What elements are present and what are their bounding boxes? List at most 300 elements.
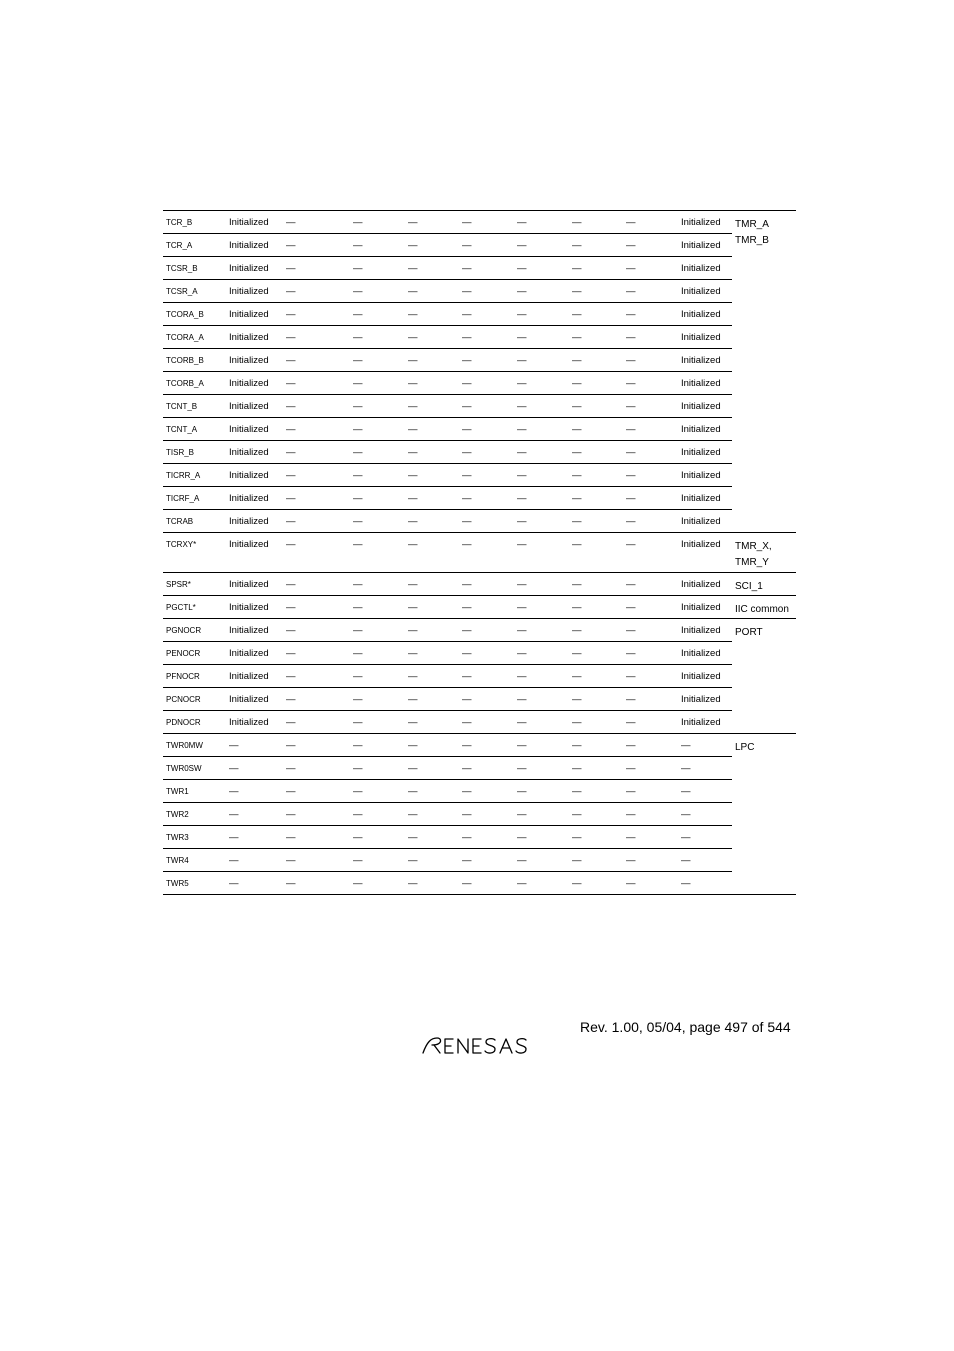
register-state-cell: — [283, 642, 350, 665]
register-state-cell: — [459, 757, 514, 780]
table-row [163, 487, 796, 510]
register-state-cell: — [459, 303, 514, 326]
register-state-cell: — [514, 826, 569, 849]
register-state-cell: — [283, 280, 350, 303]
register-state-cell: — [226, 757, 283, 780]
register-state-cell: — [283, 688, 350, 711]
register-state-cell: — [405, 280, 459, 303]
register-state-cell: Initialized [678, 326, 732, 349]
register-state-cell: — [623, 533, 678, 573]
table-row [163, 734, 796, 757]
register-state-cell: Initialized [678, 487, 732, 510]
register-state-cell: Initialized [226, 257, 283, 280]
register-state-cell: — [514, 665, 569, 688]
register-state-cell: — [459, 711, 514, 734]
register-state-cell: — [623, 510, 678, 533]
register-state-cell: — [569, 803, 623, 826]
register-state-cell: — [623, 234, 678, 257]
register-state-cell: — [283, 596, 350, 619]
register-state-cell: — [283, 711, 350, 734]
register-state-cell: — [678, 734, 732, 757]
register-state-cell: Initialized [678, 418, 732, 441]
register-state-cell: — [350, 711, 405, 734]
table-row [163, 234, 796, 257]
register-name: TWR5 [163, 872, 226, 895]
register-state-cell: — [283, 757, 350, 780]
register-state-cell: — [459, 688, 514, 711]
table-row [163, 596, 796, 619]
register-state-cell: — [350, 280, 405, 303]
register-state-cell: Initialized [678, 711, 732, 734]
register-name: TWR0SW [163, 757, 226, 780]
register-name: TCR_B [163, 211, 226, 234]
register-state-cell: — [569, 596, 623, 619]
register-state-cell: — [678, 803, 732, 826]
register-state-cell: — [459, 533, 514, 573]
table-row [163, 257, 796, 280]
register-state-cell: — [623, 688, 678, 711]
register-state-cell: Initialized [678, 280, 732, 303]
register-state-cell: — [459, 780, 514, 803]
register-state-cell: — [569, 372, 623, 395]
register-state-cell: — [623, 418, 678, 441]
register-state-cell: — [350, 665, 405, 688]
register-name: TCORA_A [163, 326, 226, 349]
register-state-cell: Initialized [678, 372, 732, 395]
register-state-cell: — [569, 395, 623, 418]
register-state-cell: — [623, 619, 678, 642]
register-state-cell: — [623, 665, 678, 688]
register-state-cell: — [678, 780, 732, 803]
register-state-cell: — [283, 533, 350, 573]
register-state-cell: Initialized [226, 596, 283, 619]
register-state-cell: Initialized [226, 619, 283, 642]
register-state-cell: — [405, 757, 459, 780]
register-state-cell: — [459, 372, 514, 395]
register-name: TCORA_B [163, 303, 226, 326]
register-state-cell: — [623, 326, 678, 349]
register-state-cell: — [405, 596, 459, 619]
register-state-cell: — [350, 757, 405, 780]
register-state-cell: — [569, 642, 623, 665]
table-row [163, 533, 796, 573]
register-state-cell: — [350, 326, 405, 349]
register-state-cell: — [459, 349, 514, 372]
register-state-cell: — [459, 280, 514, 303]
register-state-cell: — [569, 487, 623, 510]
register-state-cell: — [514, 418, 569, 441]
table-row [163, 441, 796, 464]
register-state-cell: — [514, 464, 569, 487]
register-state-cell: — [283, 234, 350, 257]
register-state-cell: — [350, 211, 405, 234]
table-row [163, 642, 796, 665]
module-name: TMR_A TMR_B [732, 211, 796, 533]
register-state-cell: — [405, 464, 459, 487]
register-state-cell: — [405, 257, 459, 280]
register-state-cell: — [569, 234, 623, 257]
register-state-cell: — [623, 573, 678, 596]
register-name: TCRAB [163, 510, 226, 533]
register-state-cell: — [514, 303, 569, 326]
register-state-cell: — [405, 441, 459, 464]
register-state-cell: — [514, 234, 569, 257]
register-state-cell: — [514, 596, 569, 619]
register-state-cell: — [405, 803, 459, 826]
register-state-cell: — [226, 734, 283, 757]
register-state-cell: — [569, 665, 623, 688]
table-row [163, 418, 796, 441]
register-state-cell: — [623, 849, 678, 872]
register-state-cell: — [569, 211, 623, 234]
register-state-cell: — [283, 257, 350, 280]
register-state-cell: — [283, 372, 350, 395]
register-name: TCNT_B [163, 395, 226, 418]
register-state-cell: — [350, 872, 405, 895]
register-state-cell: Initialized [226, 418, 283, 441]
register-state-cell: — [283, 826, 350, 849]
register-state-cell: — [514, 642, 569, 665]
register-state-cell: — [623, 487, 678, 510]
register-state-cell: — [350, 487, 405, 510]
register-state-cell: — [623, 349, 678, 372]
register-state-cell: Initialized [226, 303, 283, 326]
register-state-cell: — [459, 257, 514, 280]
register-state-cell: — [283, 803, 350, 826]
register-state-cell: — [623, 395, 678, 418]
register-state-cell: — [569, 573, 623, 596]
register-name: TISR_B [163, 441, 226, 464]
register-state-cell: Initialized [678, 441, 732, 464]
register-state-cell: — [623, 803, 678, 826]
register-state-cell: — [623, 280, 678, 303]
register-state-cell: Initialized [678, 642, 732, 665]
module-name: PORT [732, 619, 796, 734]
table-row [163, 349, 796, 372]
register-state-cell: — [405, 372, 459, 395]
register-state-cell: Initialized [678, 573, 732, 596]
register-state-cell: — [283, 619, 350, 642]
register-state-cell: — [623, 826, 678, 849]
register-state-cell: — [405, 780, 459, 803]
register-name: TCORB_B [163, 349, 226, 372]
register-state-cell: — [459, 803, 514, 826]
register-state-cell: — [678, 872, 732, 895]
register-state-cell: — [350, 780, 405, 803]
register-state-cell: — [623, 441, 678, 464]
register-state-cell: — [350, 533, 405, 573]
table-row [163, 711, 796, 734]
register-state-cell: — [678, 826, 732, 849]
register-state-cell: — [514, 533, 569, 573]
register-state-cell: — [514, 619, 569, 642]
register-state-cell: — [514, 280, 569, 303]
register-state-cell: — [514, 349, 569, 372]
register-name: TWR0MW [163, 734, 226, 757]
register-state-cell: Initialized [226, 665, 283, 688]
module-name: IIC common [732, 596, 796, 619]
register-state-cell: — [405, 711, 459, 734]
register-name: TCSR_B [163, 257, 226, 280]
register-name: TCR_A [163, 234, 226, 257]
register-name: TCRXY* [163, 533, 226, 573]
register-state-cell: — [569, 464, 623, 487]
register-state-cell: Initialized [678, 533, 732, 573]
register-state-cell: — [569, 510, 623, 533]
register-state-cell: — [459, 642, 514, 665]
register-state-cell: — [283, 510, 350, 533]
register-name: PFNOCR [163, 665, 226, 688]
register-state-cell: Initialized [226, 211, 283, 234]
register-state-cell: — [459, 826, 514, 849]
register-state-cell: — [283, 303, 350, 326]
register-state-cell: — [350, 418, 405, 441]
register-state-cell: — [569, 826, 623, 849]
register-state-cell: — [623, 257, 678, 280]
register-state-cell: — [405, 533, 459, 573]
register-state-cell: — [623, 872, 678, 895]
table-row [163, 780, 796, 803]
register-state-cell: — [569, 257, 623, 280]
register-state-cell: — [623, 711, 678, 734]
register-state-cell: Initialized [226, 441, 283, 464]
register-state-cell: — [226, 849, 283, 872]
table-row [163, 464, 796, 487]
register-state-cell: Initialized [226, 688, 283, 711]
register-state-cell: — [405, 234, 459, 257]
register-state-cell: — [350, 303, 405, 326]
register-state-cell: — [405, 826, 459, 849]
register-state-cell: Initialized [226, 642, 283, 665]
register-name: PGCTL* [163, 596, 226, 619]
register-state-cell: — [514, 711, 569, 734]
register-state-cell: — [283, 441, 350, 464]
register-state-cell: — [514, 395, 569, 418]
register-state-cell: Initialized [678, 688, 732, 711]
register-state-cell: — [459, 849, 514, 872]
register-state-cell: — [514, 573, 569, 596]
register-state-cell: — [283, 573, 350, 596]
register-name: TICRF_A [163, 487, 226, 510]
register-state-cell: — [283, 418, 350, 441]
register-state-cell: — [569, 619, 623, 642]
module-name: LPC [732, 734, 796, 895]
register-state-cell: — [678, 757, 732, 780]
table-row [163, 303, 796, 326]
register-name: PCNOCR [163, 688, 226, 711]
register-state-cell: — [350, 734, 405, 757]
register-state-cell: — [459, 326, 514, 349]
register-state-cell: — [514, 757, 569, 780]
register-state-cell: — [283, 464, 350, 487]
table-row [163, 395, 796, 418]
register-name: TWR4 [163, 849, 226, 872]
register-state-cell: — [514, 441, 569, 464]
register-state-cell: — [459, 665, 514, 688]
register-state-cell: — [514, 688, 569, 711]
register-state-cell: Initialized [678, 395, 732, 418]
register-state-cell: — [405, 688, 459, 711]
page-footer-info: Rev. 1.00, 05/04, page 497 of 544 [580, 1019, 791, 1035]
register-name: SPSR* [163, 573, 226, 596]
table-row [163, 849, 796, 872]
register-name: TICRR_A [163, 464, 226, 487]
register-state-cell: — [405, 734, 459, 757]
register-state-cell: — [623, 303, 678, 326]
register-state-cell: — [569, 849, 623, 872]
register-state-cell: Initialized [226, 533, 283, 573]
register-state-cell: — [514, 487, 569, 510]
register-state-cell: — [514, 510, 569, 533]
register-state-cell: Initialized [226, 372, 283, 395]
register-state-cell: — [283, 395, 350, 418]
register-state-cell: Initialized [678, 510, 732, 533]
table-row [163, 665, 796, 688]
register-name: TCNT_A [163, 418, 226, 441]
register-state-cell: — [623, 780, 678, 803]
register-state-cell: — [623, 596, 678, 619]
register-state-cell: — [459, 573, 514, 596]
register-state-cell: Initialized [678, 665, 732, 688]
register-state-cell: Initialized [226, 510, 283, 533]
module-name: TMR_X, TMR_Y [732, 533, 796, 573]
register-state-cell: — [350, 395, 405, 418]
table-row [163, 280, 796, 303]
table-row [163, 211, 796, 234]
register-name: TWR1 [163, 780, 226, 803]
register-table-body [163, 211, 796, 895]
register-state-cell: — [350, 510, 405, 533]
register-state-cell: — [514, 372, 569, 395]
register-name: PGNOCR [163, 619, 226, 642]
register-state-cell: — [514, 257, 569, 280]
register-state-cell: Initialized [226, 280, 283, 303]
register-state-cell: — [350, 349, 405, 372]
register-state-cell: Initialized [678, 211, 732, 234]
register-state-cell: — [569, 533, 623, 573]
register-state-cell: — [459, 418, 514, 441]
register-state-cell: — [405, 510, 459, 533]
register-state-cell: — [405, 872, 459, 895]
register-state-cell: — [405, 395, 459, 418]
register-state-cell: — [623, 372, 678, 395]
table-row [163, 826, 796, 849]
register-table [163, 210, 796, 895]
register-state-cell: — [569, 688, 623, 711]
register-state-cell: — [623, 642, 678, 665]
register-state-cell: — [678, 849, 732, 872]
register-state-cell: — [514, 734, 569, 757]
register-state-cell: — [350, 619, 405, 642]
register-state-cell: Initialized [226, 464, 283, 487]
register-state-cell: — [459, 441, 514, 464]
register-state-cell: Initialized [226, 234, 283, 257]
module-name: SCI_1 [732, 573, 796, 596]
register-state-cell: — [459, 734, 514, 757]
register-state-cell: Initialized [226, 349, 283, 372]
register-state-cell: Initialized [678, 349, 732, 372]
register-state-cell: — [405, 211, 459, 234]
register-state-cell: — [459, 596, 514, 619]
register-state-cell: — [569, 757, 623, 780]
register-state-cell: — [514, 326, 569, 349]
register-state-cell: — [350, 372, 405, 395]
register-state-cell: — [226, 872, 283, 895]
register-state-cell: Initialized [678, 257, 732, 280]
register-state-cell: — [569, 441, 623, 464]
renesas-logo [421, 1034, 541, 1056]
register-state-cell: — [283, 734, 350, 757]
register-state-cell: — [514, 780, 569, 803]
register-state-cell: Initialized [226, 711, 283, 734]
register-state-cell: — [569, 711, 623, 734]
register-state-cell: — [569, 734, 623, 757]
table-row [163, 510, 796, 533]
register-state-cell: — [459, 395, 514, 418]
register-state-cell: — [405, 619, 459, 642]
register-state-cell: — [350, 257, 405, 280]
register-state-cell: Initialized [226, 573, 283, 596]
register-state-cell: — [350, 596, 405, 619]
register-state-cell: — [569, 280, 623, 303]
register-state-cell: — [283, 872, 350, 895]
register-state-cell: — [459, 510, 514, 533]
register-state-cell: — [459, 464, 514, 487]
register-state-cell: — [569, 349, 623, 372]
register-state-cell: — [283, 665, 350, 688]
register-state-cell: — [405, 849, 459, 872]
register-state-cell: — [283, 211, 350, 234]
register-state-cell: — [459, 619, 514, 642]
register-state-cell: — [459, 872, 514, 895]
register-name: TCSR_A [163, 280, 226, 303]
register-state-cell: — [226, 780, 283, 803]
register-name: PENOCR [163, 642, 226, 665]
register-name: TWR2 [163, 803, 226, 826]
register-state-cell: — [514, 211, 569, 234]
register-state-cell: — [405, 349, 459, 372]
register-state-cell: — [623, 734, 678, 757]
table-row [163, 573, 796, 596]
register-state-cell: — [459, 211, 514, 234]
register-state-cell: — [350, 803, 405, 826]
table-row [163, 803, 796, 826]
register-state-cell: — [405, 418, 459, 441]
register-state-cell: — [283, 487, 350, 510]
register-state-cell: — [514, 803, 569, 826]
register-state-cell: — [283, 326, 350, 349]
register-name: TCORB_A [163, 372, 226, 395]
register-state-cell: — [283, 849, 350, 872]
register-state-cell: — [350, 441, 405, 464]
register-state-cell: — [283, 349, 350, 372]
table-row [163, 688, 796, 711]
register-state-cell: Initialized [678, 234, 732, 257]
table-row [163, 872, 796, 895]
register-state-cell: — [405, 326, 459, 349]
register-state-cell: — [569, 418, 623, 441]
register-state-cell: — [623, 757, 678, 780]
register-name: TWR3 [163, 826, 226, 849]
register-state-cell: — [514, 872, 569, 895]
table-row [163, 619, 796, 642]
register-state-cell: — [569, 326, 623, 349]
register-state-cell: Initialized [226, 395, 283, 418]
table-row [163, 372, 796, 395]
register-state-cell: — [405, 487, 459, 510]
register-state-cell: Initialized [678, 464, 732, 487]
register-state-cell: — [623, 211, 678, 234]
